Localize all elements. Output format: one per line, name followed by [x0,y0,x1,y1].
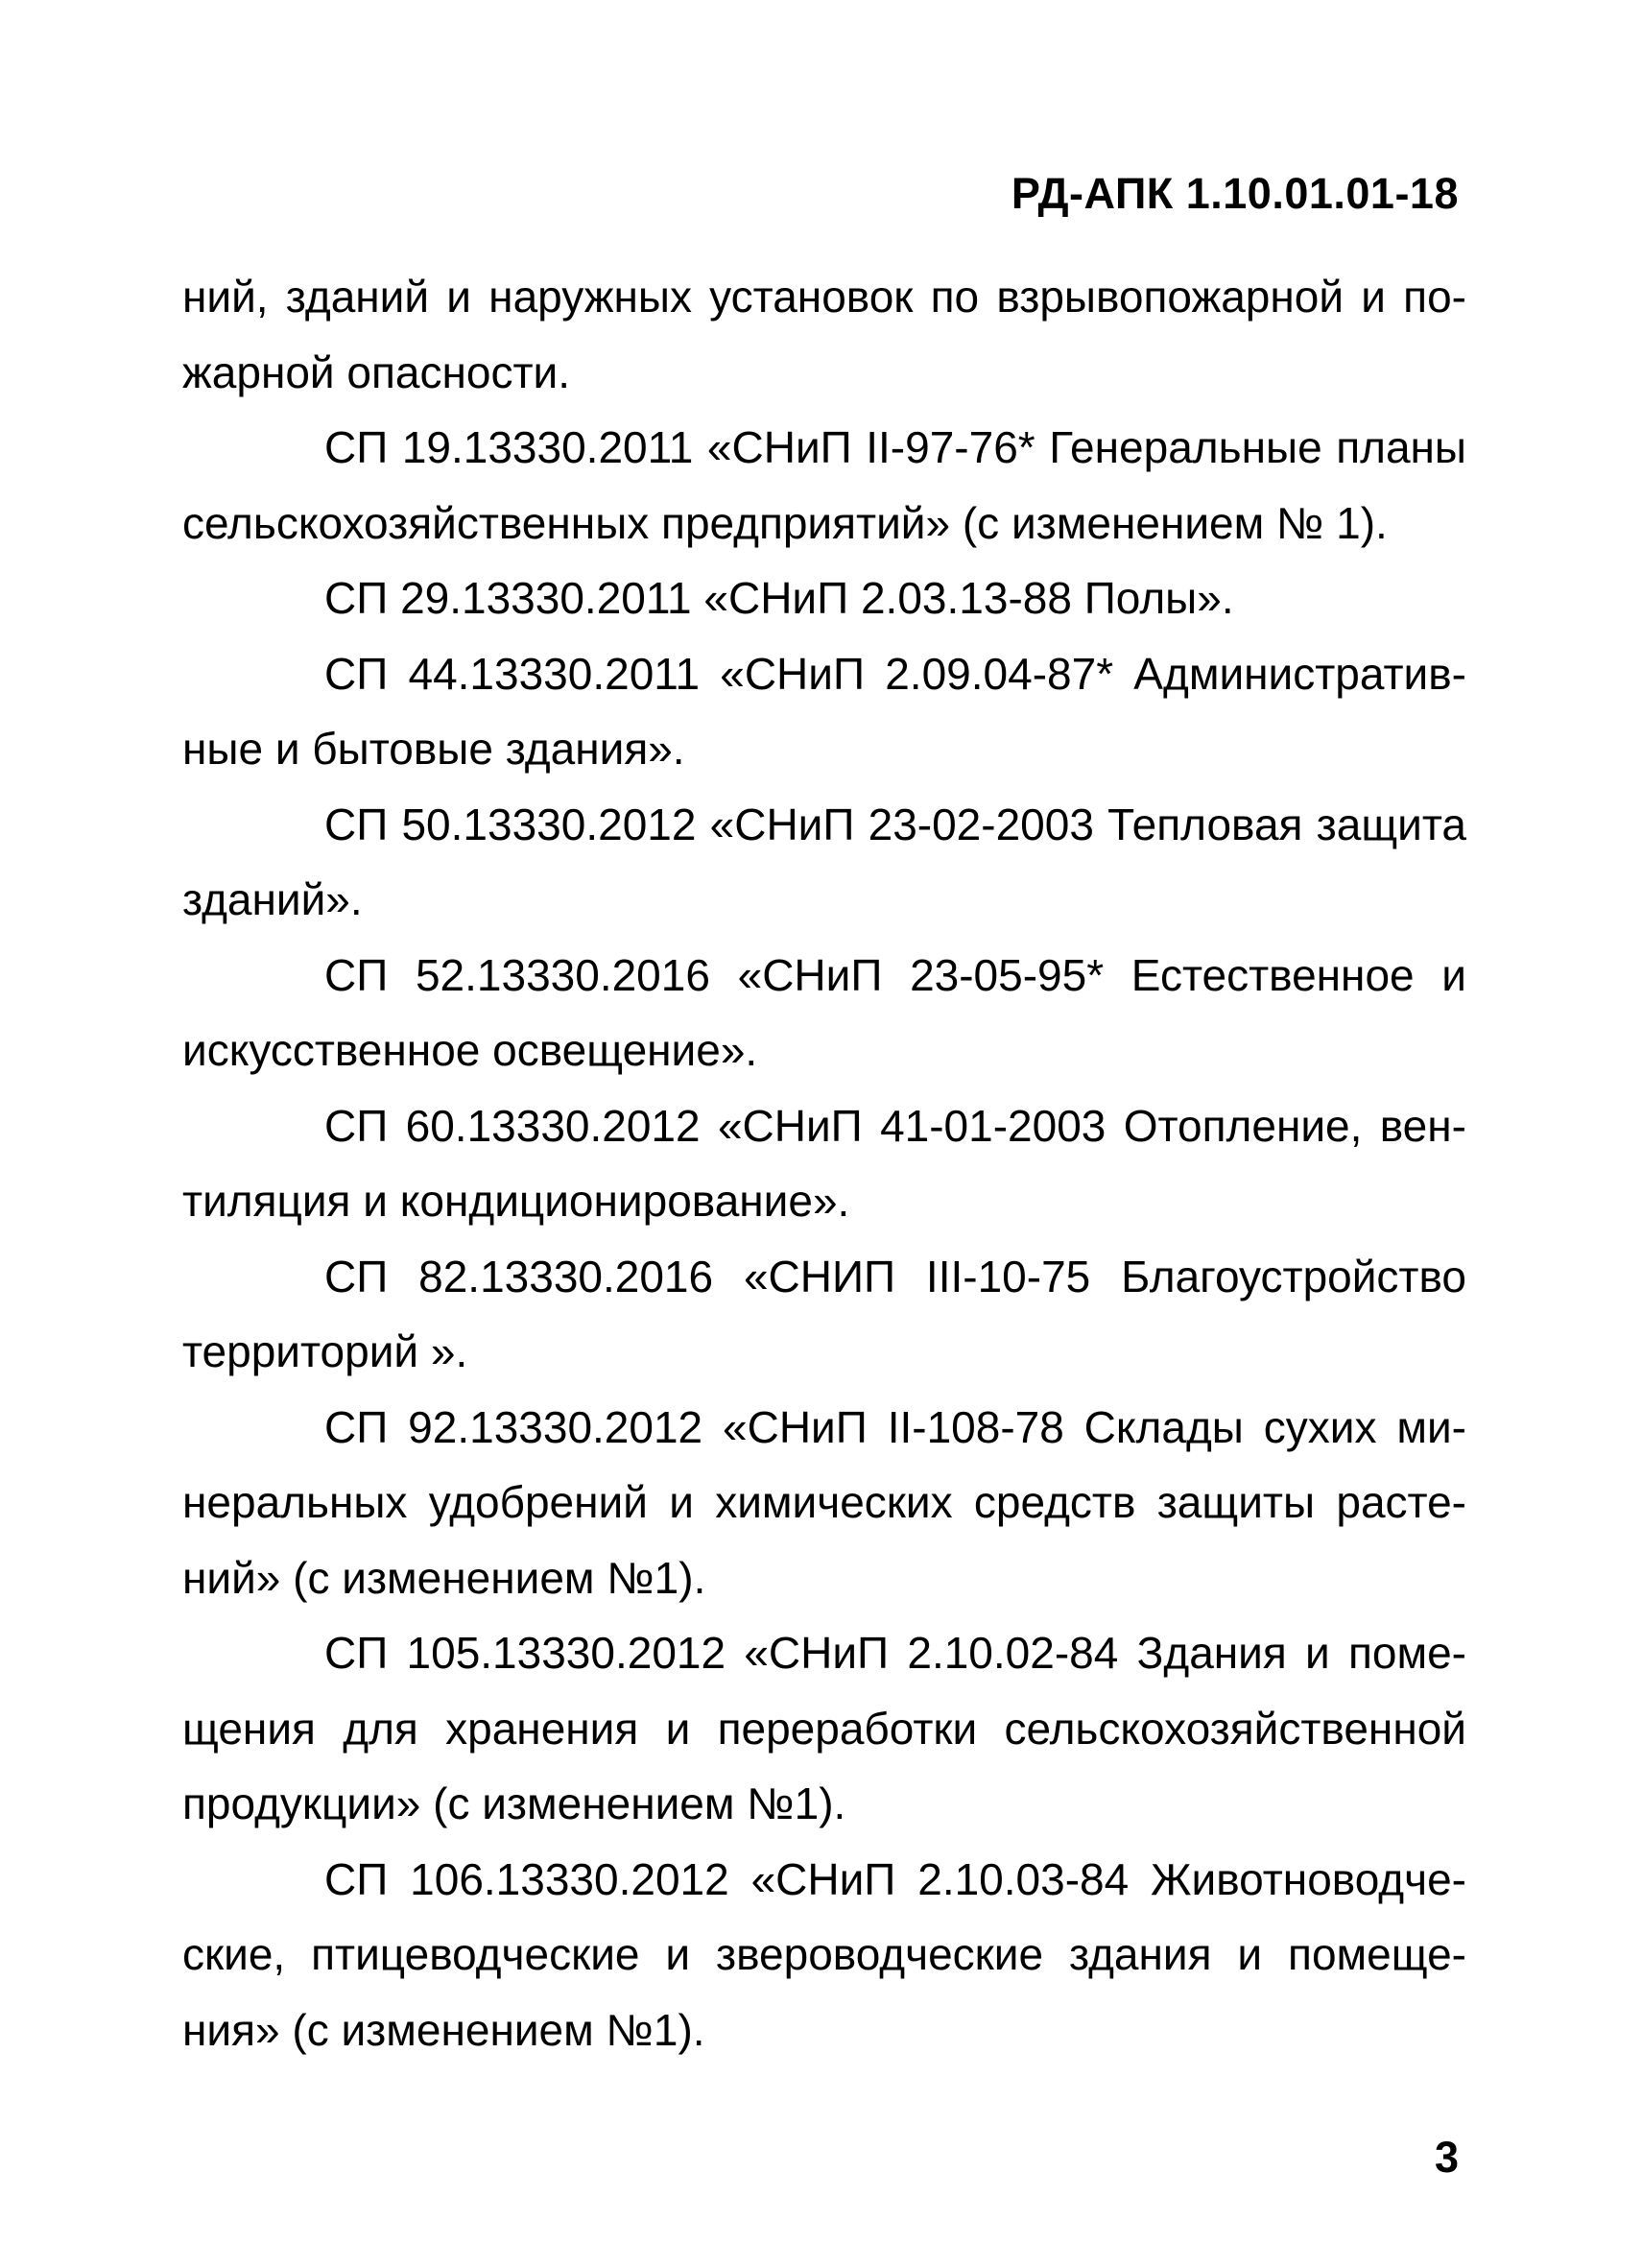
paragraph-sp-19: СП 19.13330.2011 «СНиП II-97-76* Генеральные планы сельскохозяйственных предприятий» (с изменением № 1). [182,422,1466,548]
paragraph-fire-hazard-continuation: ний, зданий и наружных установок по взрывопожарной и пожарной опасности. [182,272,1466,397]
paragraph-sp-44: СП 44.13330.2011 «СНиП 2.09.04-87* Административные и бытовые здания». [182,648,1466,774]
paragraph-sp-29: СП 29.13330.2011 «СНиП 2.03.13-88 Полы». [324,573,1234,623]
paragraph-sp-106: СП 106.13330.2012 «СНиП 2.10.03-84 Животноводческие, птицеводческие и звероводческие здания и помещения» (с изменением №1). [182,1853,1466,2055]
paragraph-sp-52: СП 52.13330.2016 «СНиП 23-05-95* Естественное и искусственное освещение». [182,949,1466,1075]
paragraph-sp-60: СП 60.13330.2012 «СНиП 41-01-2003 Отопление, вентиляция и кондиционирование». [182,1100,1466,1226]
paragraph-sp-92: СП 92.13330.2012 «СНиП II-108-78 Склады сухих минеральных удобрений и химических средств защиты растений» (с изменением №1). [182,1401,1466,1603]
document-body [182,259,1466,2067]
paragraph-sp-50: СП 50.13330.2012 «СНиП 23-02-2003 Тепловая защита зданий». [182,799,1466,924]
paragraph-sp-105: СП 105.13330.2012 «СНиП 2.10.02-84 Здания и помещения для хранения и переработки сельскохозяйственной продукции» (с изменением №1). [182,1628,1466,1828]
paragraph-sp-82: СП 82.13330.2016 «СНИП III-10-75 Благоустройство территорий ». [182,1251,1466,1376]
document-code-header: РД-АПК 1.10.01.01-18 [1011,169,1459,218]
page-number: 3 [1434,2133,1459,2182]
